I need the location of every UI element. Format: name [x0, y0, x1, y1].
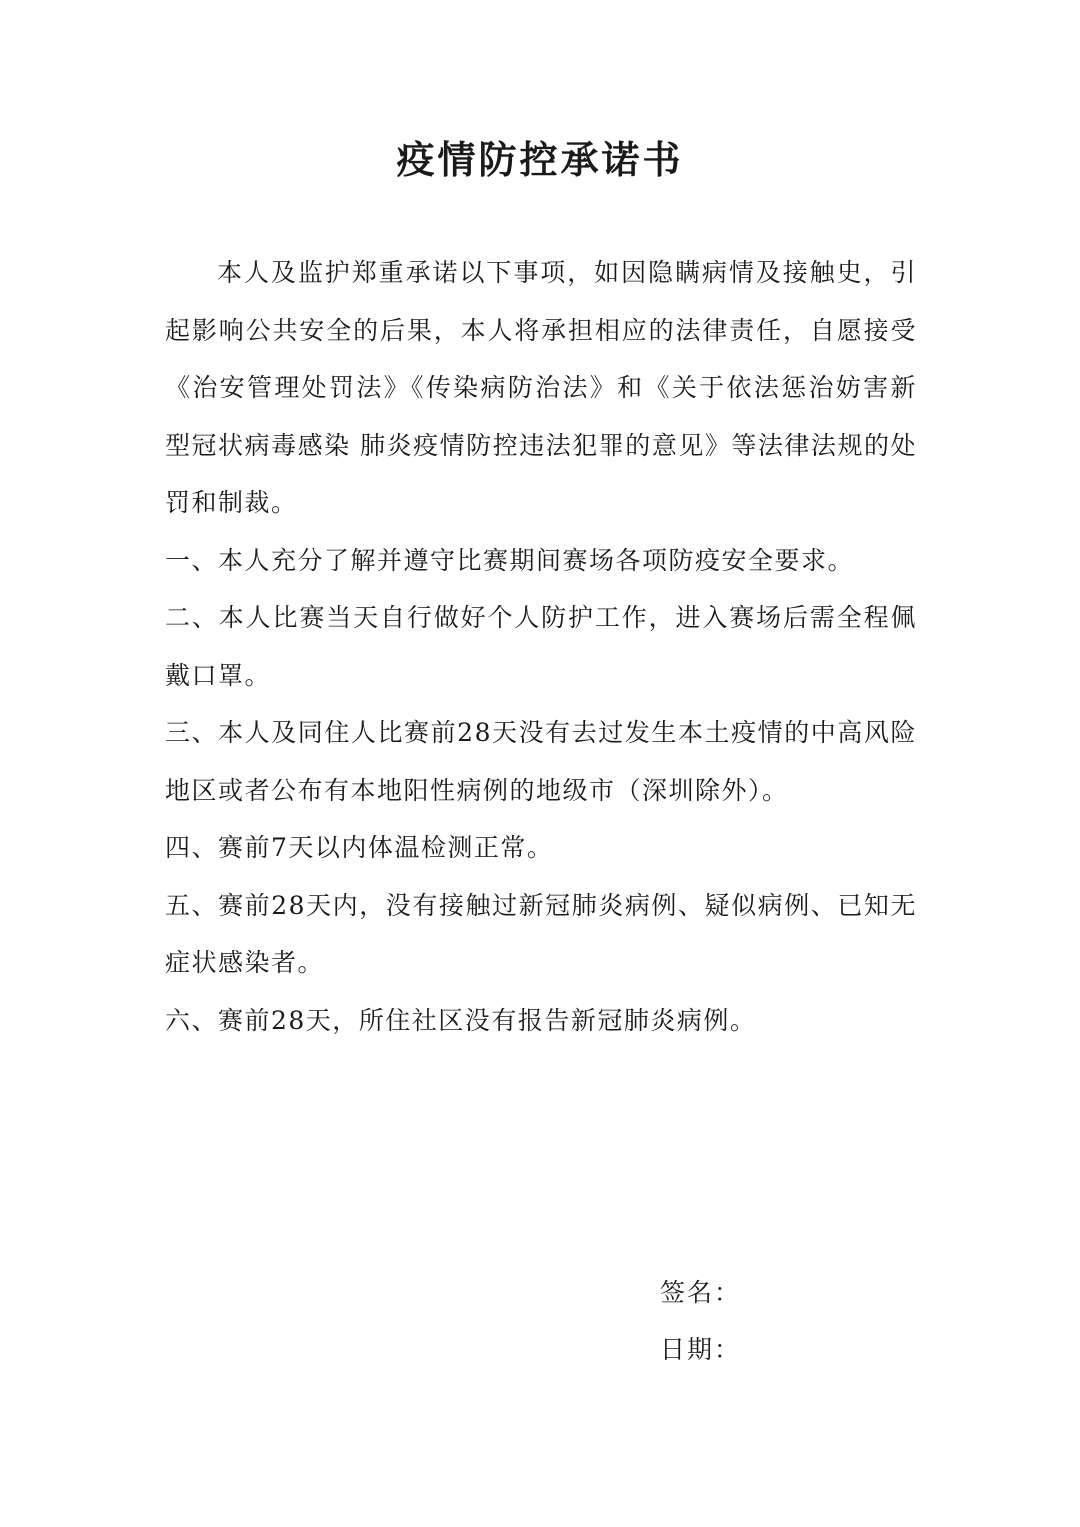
document-title: 疫情防控承诺书: [396, 137, 684, 182]
commitment-item-2: 二、本人比赛当天自行做好个人防护工作，进入赛场后需全程佩戴口罩。: [165, 603, 917, 690]
intro-paragraph: 本人及监护郑重承诺以下事项，如因隐瞒病情及接触史，引起影响公共安全的后果，本人将承担相应的法律责任，自愿接受《治安管理处罚法》《传染病防治法》和《关于依法惩治妨害新型冠状病毒感染 肺炎疫情防控违法犯罪的意见》等法律法规的处罚和制裁。: [165, 258, 917, 517]
commitment-item-5: 五、赛前28天内，没有接触过新冠肺炎病例、疑似病例、已知无症状感染者。: [165, 890, 917, 977]
signature-label: 签名：: [660, 1278, 742, 1307]
commitment-item-6: 六、赛前28天，所住社区没有报告新冠肺炎病例。: [165, 1005, 757, 1035]
commitment-item-1: 一、本人充分了解并遵守比赛期间赛场各项防疫安全要求。: [165, 545, 855, 575]
commitment-item-3: 三、本人及同住人比赛前28天没有去过发生本土疫情的中高风险地区或者公布有本地阳性病例的地级市（深圳除外）。: [165, 718, 917, 805]
date-label: 日期：: [660, 1335, 742, 1364]
document-body: [165, 244, 917, 1049]
commitment-item-4: 四、赛前7天以内体温检测正常。: [165, 833, 554, 862]
signature-block: [660, 1264, 741, 1378]
